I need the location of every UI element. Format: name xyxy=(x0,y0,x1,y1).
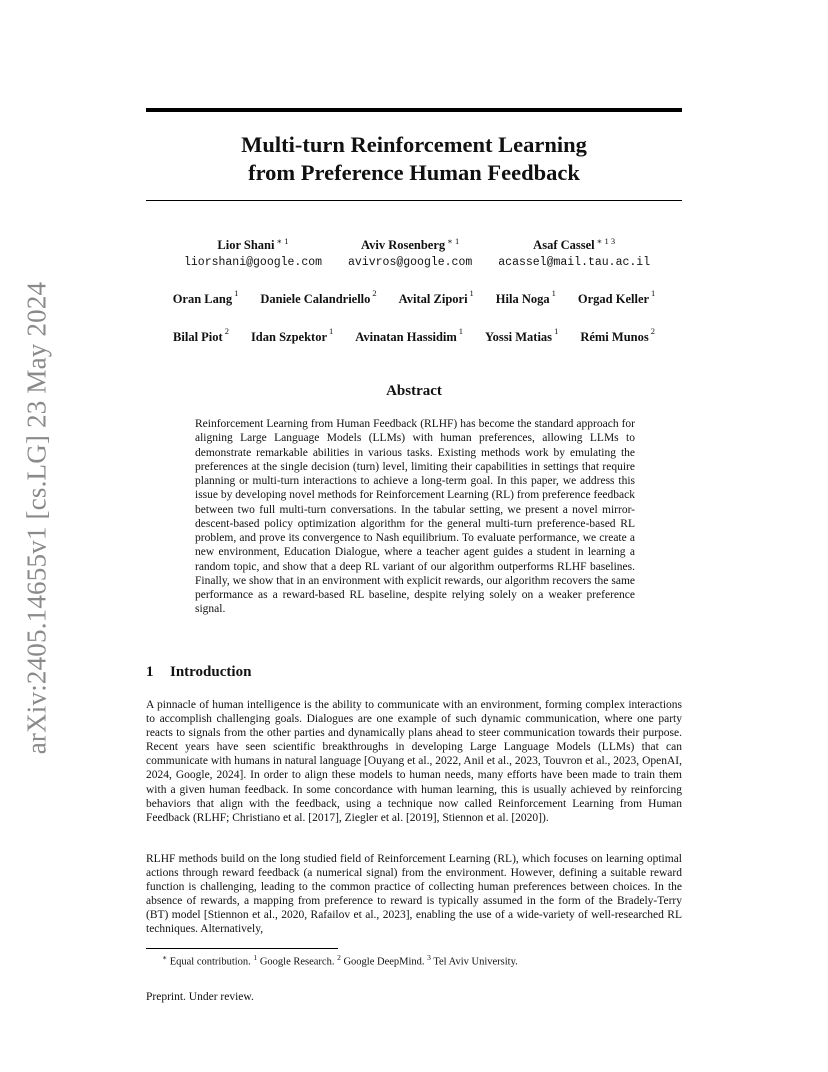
author-name: Lior Shani xyxy=(217,238,275,252)
author-row-3 xyxy=(146,328,682,346)
author-affiliation-marks: 2 xyxy=(650,326,655,336)
author-email: avivros@google.com xyxy=(348,256,473,269)
author-block xyxy=(348,238,472,269)
author-block xyxy=(355,328,463,346)
title-top-rule xyxy=(146,108,682,112)
author-name: Avital Zipori xyxy=(398,292,468,306)
author-name: Hila Noga xyxy=(495,292,550,306)
author-email: liorshani@google.com xyxy=(184,256,323,269)
author-affiliation-marks: 1 xyxy=(329,326,334,336)
footnote-text: Equal contribution. xyxy=(167,956,254,968)
author-affiliation-marks: 1 xyxy=(651,288,656,298)
footnote-mark: 1 xyxy=(253,953,258,962)
intro-paragraph-2: RLHF methods build on the long studied field of Reinforcement Learning (RL), which focuses on learning optimal actions through reward feedback (a numerical signal) from the environment. However, defining a suitable reward function is challenging, leading to the common practice of collecting human preferences between choices. In the absence of rewards, a mapping from preference to reward is typically assumed in the form of the Bradely-Terry (BT) model [Stiennon et al., 2020, Rafailov et al., 2023], enabling the use of a wide-variety of well-researched RL techniques. Alternatively, xyxy=(146,853,682,936)
author-name: Daniele Calandriello xyxy=(260,292,371,306)
footnote-text: Google DeepMind. xyxy=(340,956,428,968)
author-block xyxy=(184,238,322,269)
author-block xyxy=(260,290,376,308)
author-name: Yossi Matias xyxy=(485,330,553,344)
author-block xyxy=(496,290,556,308)
title-line-1: Multi-turn Reinforcement Learning xyxy=(241,132,587,157)
author-name: Avinatan Hassidim xyxy=(355,330,457,344)
section-number: 1 xyxy=(146,664,154,680)
arxiv-identifier-text: arXiv:2405.14655v1 [cs.LG] 23 May 2024 xyxy=(21,281,52,755)
footnote xyxy=(162,953,518,968)
title-line-2: from Preference Human Feedback xyxy=(248,160,580,185)
abstract-text: Reinforcement Learning from Human Feedback (RLHF) has become the standard approach for aligning Large Language Models (LLMs) with human preferences, allowing LLMs to demonstrate remarkable abilities in various tasks. Existing methods work by emulating the preferences at the single decision (turn) level, limiting their capabilities in settings that require planning or multi-turn interactions to achieve a long-term goal. In this paper, we address this issue by developing novel methods for Reinforcement Learning (RL) from preference feedback between two full multi-turn conversations. In the tabular setting, we present a novel mirror-descent-based policy optimization algorithm for the general multi-turn preference-based RL problem, and prove its convergence to Nash equilibrium. To evaluate performance, we create a new environment, Education Dialogue, where a teacher agent guides a student in learning a random topic, and show that a deep RL variant of our algorithm outperforms RLHF baselines. Finally, we show that in an environment with explicit rewards, our algorithm recovers the same performance as a reward-based RL baseline, despite relying solely on a weaker preference signal. xyxy=(195,418,635,616)
author-affiliation-marks: ∗ 1 xyxy=(276,236,289,246)
author-name: Aviv Rosenberg xyxy=(361,238,446,252)
section-heading xyxy=(146,664,251,681)
author-affiliation-marks: ∗ 1 3 xyxy=(596,236,616,246)
author-name: Rémi Munos xyxy=(580,330,649,344)
author-affiliation-marks: 2 xyxy=(372,288,377,298)
author-block xyxy=(251,328,333,346)
author-email: acassel@mail.tau.ac.il xyxy=(498,256,651,269)
author-row-2 xyxy=(146,290,682,308)
arxiv-identifier-stamp xyxy=(22,278,52,758)
author-affiliation-marks: 1 xyxy=(469,288,474,298)
author-name: Asaf Cassel xyxy=(533,238,595,252)
author-block xyxy=(173,328,229,346)
author-row-1 xyxy=(146,238,682,269)
author-block xyxy=(399,290,474,308)
author-affiliation-marks: 1 xyxy=(234,288,239,298)
intro-paragraph-1: A pinnacle of human intelligence is the ability to communicate with an environment, forming complex interactions to accomplish challenging goals. Dialogues are one example of such dynamic communication, where one party reacts to signals from the other parties and dynamically plans ahead to steer communication towards their purpose. Recent years have seen scientific breakthroughs in developing Large Language Models (LLMs) that can communicate with humans in natural language [Ouyang et al., 2022, Anil et al., 2023, Touvron et al., 2023, OpenAI, 2024, Google, 2024]. In order to align these models to human needs, many efforts have been made to train them with a given human feedback. In some concordance with human learning, this is usually achieved by reinforcing behaviors that align with the feedback, using a technique now called Reinforcement Learning from Human Feedback (RLHF; Christiano et al. [2017], Ziegler et al. [2019], Stiennon et al. [2020]). xyxy=(146,699,682,824)
author-name: Bilal Piot xyxy=(173,330,223,344)
footnote-text: Google Research. xyxy=(257,956,338,968)
author-block xyxy=(578,290,655,308)
author-name: Orgad Keller xyxy=(577,292,650,306)
author-affiliation-marks: 1 xyxy=(554,326,559,336)
author-block xyxy=(498,238,650,269)
footnote-mark: 3 xyxy=(427,953,431,962)
author-name: Idan Szpektor xyxy=(250,330,327,344)
paper-title xyxy=(146,131,682,187)
author-affiliation-marks: 1 xyxy=(551,288,556,298)
author-affiliation-marks: ∗ 1 xyxy=(447,236,460,246)
footnote-text: Tel Aviv University. xyxy=(430,956,518,968)
footnote-rule xyxy=(146,948,338,949)
author-name: Oran Lang xyxy=(172,292,233,306)
preprint-note: Preprint. Under review. xyxy=(146,991,254,1003)
author-affiliation-marks: 1 xyxy=(458,326,464,336)
author-block xyxy=(580,328,655,346)
author-block xyxy=(485,328,558,346)
footnote-mark: ∗ xyxy=(162,953,168,962)
author-block xyxy=(173,290,239,308)
section-title: Introduction xyxy=(170,664,252,680)
abstract-heading: Abstract xyxy=(386,383,442,399)
title-bottom-rule xyxy=(146,200,682,201)
footnote-mark: 2 xyxy=(337,953,341,962)
author-affiliation-marks: 2 xyxy=(224,326,229,336)
